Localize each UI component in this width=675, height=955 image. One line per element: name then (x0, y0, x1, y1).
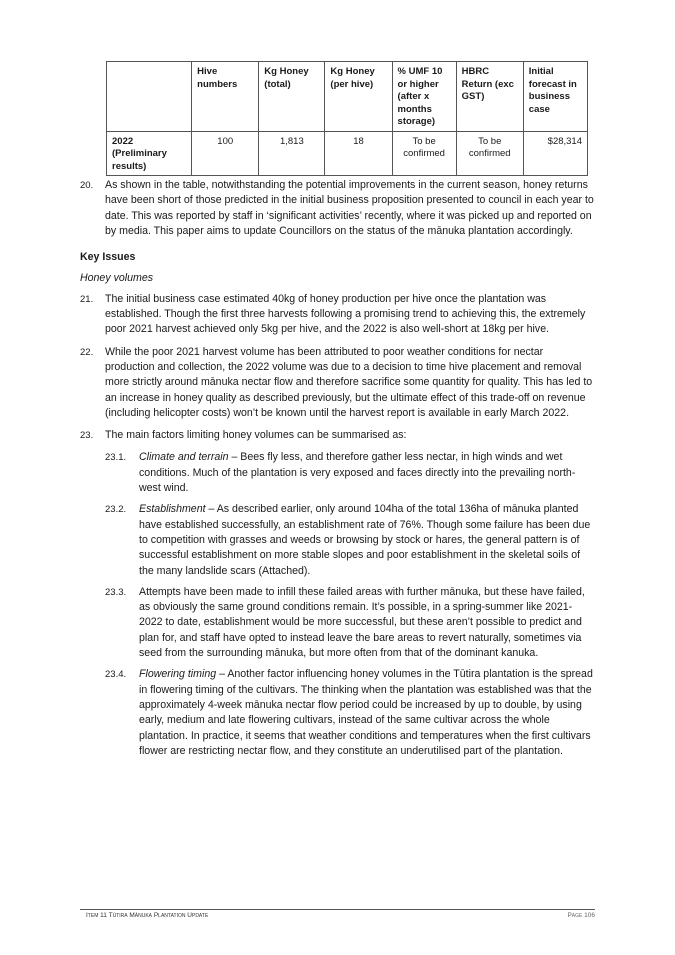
subparagraph-number: 23.3. (105, 586, 127, 598)
table-header-cell: HBRC Return (exc GST) (456, 62, 523, 132)
paragraph-number: 20. (80, 180, 94, 191)
paragraph-number: 23. (80, 430, 94, 442)
subparagraph-23-2 (80, 502, 595, 578)
paragraph-23 (80, 428, 595, 443)
table-cell: $28,314 (523, 131, 587, 176)
paragraph-21 (80, 292, 595, 338)
subparagraph-23-3 (80, 585, 595, 661)
table-cell: 1,813 (259, 131, 325, 176)
table-row (107, 131, 588, 176)
table-cell-year: 2022 (Preliminary results) (107, 131, 192, 176)
paragraph-text: The initial business case estimated 40kg of honey production per hive once the plantation was established. Though the first three harvests following a promising trend to achieving this, the extremely poor 2021 harvest achieved only 5kg per hive, and the 2022 is also well-short at 18kg per hive. (105, 292, 586, 336)
subparagraph-text: – Bees fly less, and therefore gather less nectar, in high winds and wet conditions. Much of the plantation is very exposed and faces directly into the prevailing north-west wind. (139, 451, 576, 495)
honey-results-table (106, 61, 588, 176)
section-subheading: Honey volumes (80, 272, 154, 285)
subparagraph-number: 23.1. (105, 452, 127, 464)
table-header-cell (107, 62, 192, 132)
paragraph-text: As shown in the table, notwithstanding the potential improvements in the current season, honey returns have been short of those predicted in the initial business proposition presented to council in each year to date. This was reported by staff in ‘significant activities’ recently, where it was picked up and reported on by media. This paper aims to update Councillors on the status of the mānuka plantation accordingly. (105, 179, 594, 237)
subparagraph-lead: Establishment (139, 503, 206, 516)
table-header-cell: % UMF 10 or higher (after x months storage) (392, 62, 456, 132)
subparagraph-lead: Climate and terrain (139, 451, 229, 464)
footer-divider (80, 909, 595, 910)
section-heading: Key Issues (80, 251, 136, 264)
table-header-cell: Hive numbers (192, 62, 259, 132)
subparagraph-number: 23.2. (105, 504, 127, 516)
subparagraph-text: – As described earlier, only around 104ha of the total 136ha of mānuka planted have established successfully, an establishment rate of 76%. Though some failure has been due to competition with grasses and weeds or browsing by stock or hares, the general pattern is of successful establishment on more stable slopes and poor establishment in the skeletal soils of the many landslide scars (Attached). (139, 503, 591, 577)
paragraph-number: 22. (80, 346, 94, 358)
table-cell: 100 (192, 131, 259, 176)
paragraph-20 (80, 178, 595, 239)
table-header-cell: Kg Honey (per hive) (325, 62, 392, 132)
paragraph-22 (80, 345, 595, 421)
table-cell: To be confirmed (392, 131, 456, 176)
table-header-cell: Initial forecast in business case (523, 62, 587, 132)
paragraph-text: The main factors limiting honey volumes can be summarised as: (105, 429, 407, 442)
table-cell: 18 (325, 131, 392, 176)
paragraph-text: While the poor 2021 harvest volume has been attributed to poor weather conditions for nectar production and collection, the 2022 volume was due to a decision to time hive placement and removal more strictly around mānuka nectar flow and therefore sacrifice some quantity for quality. This has led to an increase in honey quality as described previously, but the ultimate effect of this trade-off on revenue (including helicopter costs) won’t be known until the harvest report is available in early March 2022. (105, 345, 593, 419)
subparagraph-text: – Another factor influencing honey volumes in the Tūtira plantation is the spread in flowering timing of the cultivars. The thinking when the plantation was established was that the approximately 4-week mānuka nectar flow period could be increased by up to double, by using early, medium and late flowering cultivars, instead of the same cultivar across the whole plantation. In practice, it seems that weather conditions and temperatures when the first cultivars flower are restricting nectar flow, and they constitute an underutilised part of the plantation. (139, 668, 593, 757)
footer-item-title: Item 11 Tūtira Mānuka Plantation Update (86, 912, 209, 919)
subparagraph-23-1 (80, 450, 595, 496)
table-header-row (107, 62, 588, 132)
table-cell: To be confirmed (456, 131, 523, 176)
subparagraph-23-4 (80, 667, 595, 759)
subparagraph-text: Attempts have been made to infill these failed areas with further mānuka, but these have failed, as obviously the same ground conditions remain. It’s possible, in a spring-summer like 2021-2022 to date, establishment would be more successful, but these aren’t possible to predict and plan for, and staff have opted to instead leave the bare areas to revert naturally, sometimes via seed from the surrounding mānuka, but more often from that of the dominant kanuka. (139, 585, 585, 660)
subparagraph-number: 23.4. (105, 669, 127, 681)
paragraph-number: 21. (80, 293, 94, 305)
table-header-cell: Kg Honey (total) (259, 62, 325, 132)
subparagraph-lead: Flowering timing (139, 668, 217, 681)
footer-page-number: Page 106 (567, 912, 595, 919)
document-body (80, 178, 595, 765)
